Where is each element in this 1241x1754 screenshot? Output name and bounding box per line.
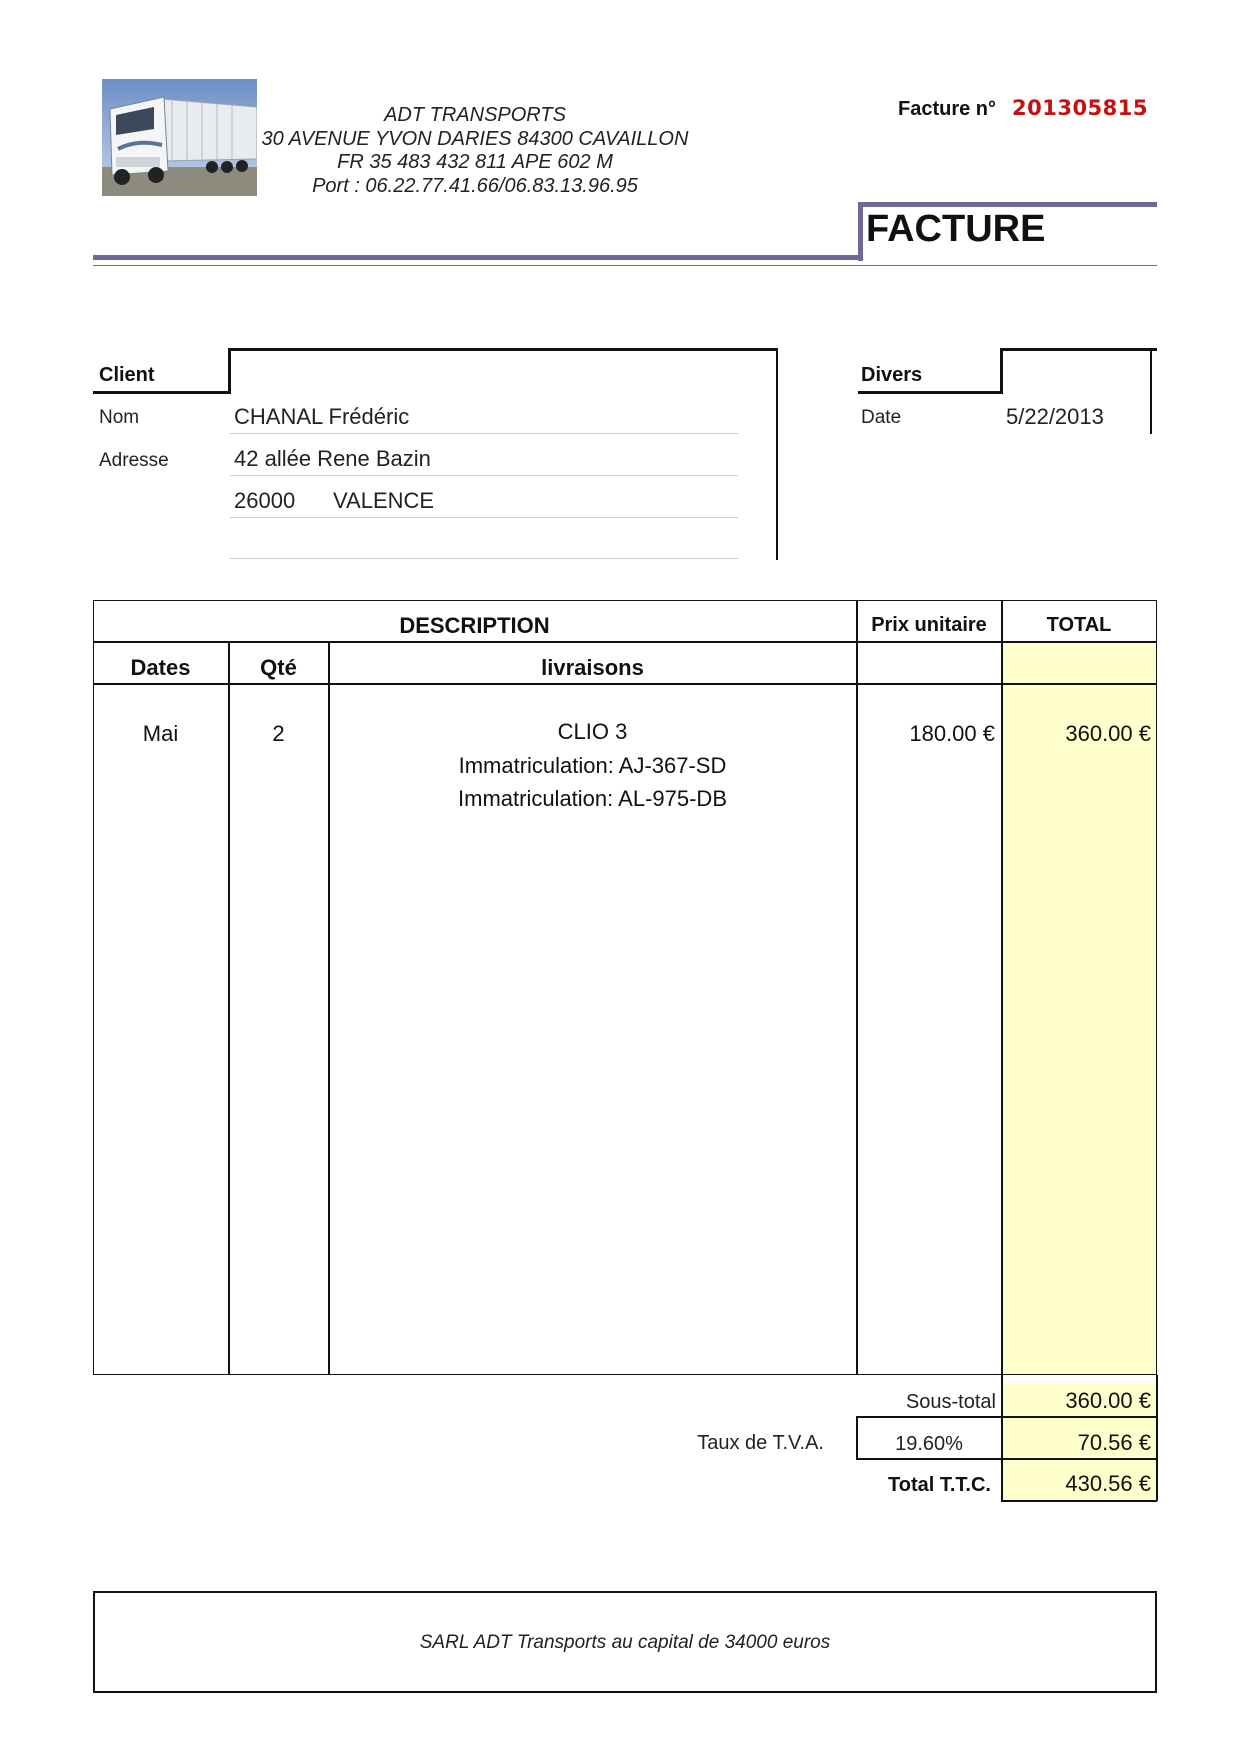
header-underline: [93, 255, 863, 260]
row-total: 360.00 €: [1065, 721, 1151, 746]
ttc-value: 430.56 €: [1065, 1471, 1151, 1496]
description-line: Immatriculation: AL-975-DB: [458, 786, 727, 811]
header-red-line: [93, 265, 1157, 266]
column-divider: [856, 600, 858, 1375]
ttc-label: Total T.T.C.: [888, 1474, 991, 1496]
divers-box-right-border: [1150, 348, 1152, 434]
client-name-label: Nom: [99, 407, 140, 428]
totals-bottom-border: [1001, 1500, 1157, 1502]
page-title: FACTURE: [866, 208, 1046, 250]
divider: [230, 475, 738, 476]
row-qty: 2: [272, 721, 285, 746]
company-address: 30 AVENUE YVON DARIES 84300 CAVAILLON: [261, 127, 689, 150]
invoice-number: 201305815: [1012, 96, 1149, 120]
client-address-label: Adresse: [99, 450, 169, 471]
company-phone: Port : 06.22.77.41.66/06.83.13.96.95: [312, 174, 638, 197]
totals-right-border: [1156, 1375, 1158, 1501]
date-label: Date: [861, 407, 902, 428]
total-header: TOTAL: [1046, 614, 1112, 636]
totals-divider: [856, 1458, 1157, 1460]
client-box-tab-border: [228, 348, 231, 394]
column-divider: [228, 641, 230, 1375]
dates-header: Dates: [130, 655, 191, 680]
deliveries-header: livraisons: [541, 655, 644, 680]
invoice-date: 5/22/2013: [1006, 404, 1104, 429]
divers-box-top-border: [1000, 348, 1157, 351]
client-name: CHANAL Frédéric: [234, 404, 410, 429]
divers-box-tab-border: [1000, 348, 1003, 394]
row-description: [329, 715, 856, 816]
divers-section-label: Divers: [861, 364, 923, 386]
client-city: VALENCE: [333, 488, 435, 513]
unit-price-header: Prix unitaire: [871, 614, 987, 636]
divider: [230, 517, 738, 518]
divider: [230, 433, 738, 434]
company-logo: [102, 79, 257, 196]
subtotal-label: Sous-total: [905, 1391, 996, 1413]
company-name: ADT TRANSPORTS: [384, 104, 566, 126]
footer-text: SARL ADT Transports au capital de 34000 euros: [419, 1632, 831, 1653]
description-line: Immatriculation: AJ-367-SD: [458, 752, 727, 778]
title-top-rule: [858, 202, 1157, 207]
row-unit-price: 180.00 €: [909, 721, 995, 746]
subheader-row-divider: [93, 683, 1157, 685]
vat-label: Taux de T.V.A.: [697, 1432, 824, 1454]
truck-photo-icon: [102, 79, 257, 196]
description-line: CLIO 3: [557, 719, 628, 744]
header-row-divider: [93, 641, 1157, 643]
client-section-label: Client: [99, 364, 155, 386]
client-box-top-border: [228, 348, 778, 351]
title-left-rule: [858, 202, 863, 261]
vat-rate: 19.60%: [895, 1433, 963, 1455]
totals-divider: [856, 1416, 1157, 1418]
client-address-line1: 42 allée Rene Bazin: [234, 446, 431, 471]
client-postcode: 26000: [234, 488, 296, 513]
client-label-underline: [93, 391, 231, 394]
divers-label-underline: [858, 391, 1003, 394]
client-box-right-border: [776, 348, 778, 560]
divider: [230, 558, 738, 559]
vat-amount: 70.56 €: [1077, 1430, 1151, 1455]
description-header: DESCRIPTION: [399, 613, 550, 638]
company-info: [235, 104, 715, 198]
row-date: Mai: [142, 721, 179, 746]
subtotal-value: 360.00 €: [1065, 1388, 1151, 1413]
company-registration: FR 35 483 432 811 APE 602 M: [337, 151, 613, 173]
column-divider: [1001, 600, 1003, 1375]
invoice-number-label: Facture n°: [898, 98, 997, 120]
qty-header: Qté: [260, 655, 297, 680]
